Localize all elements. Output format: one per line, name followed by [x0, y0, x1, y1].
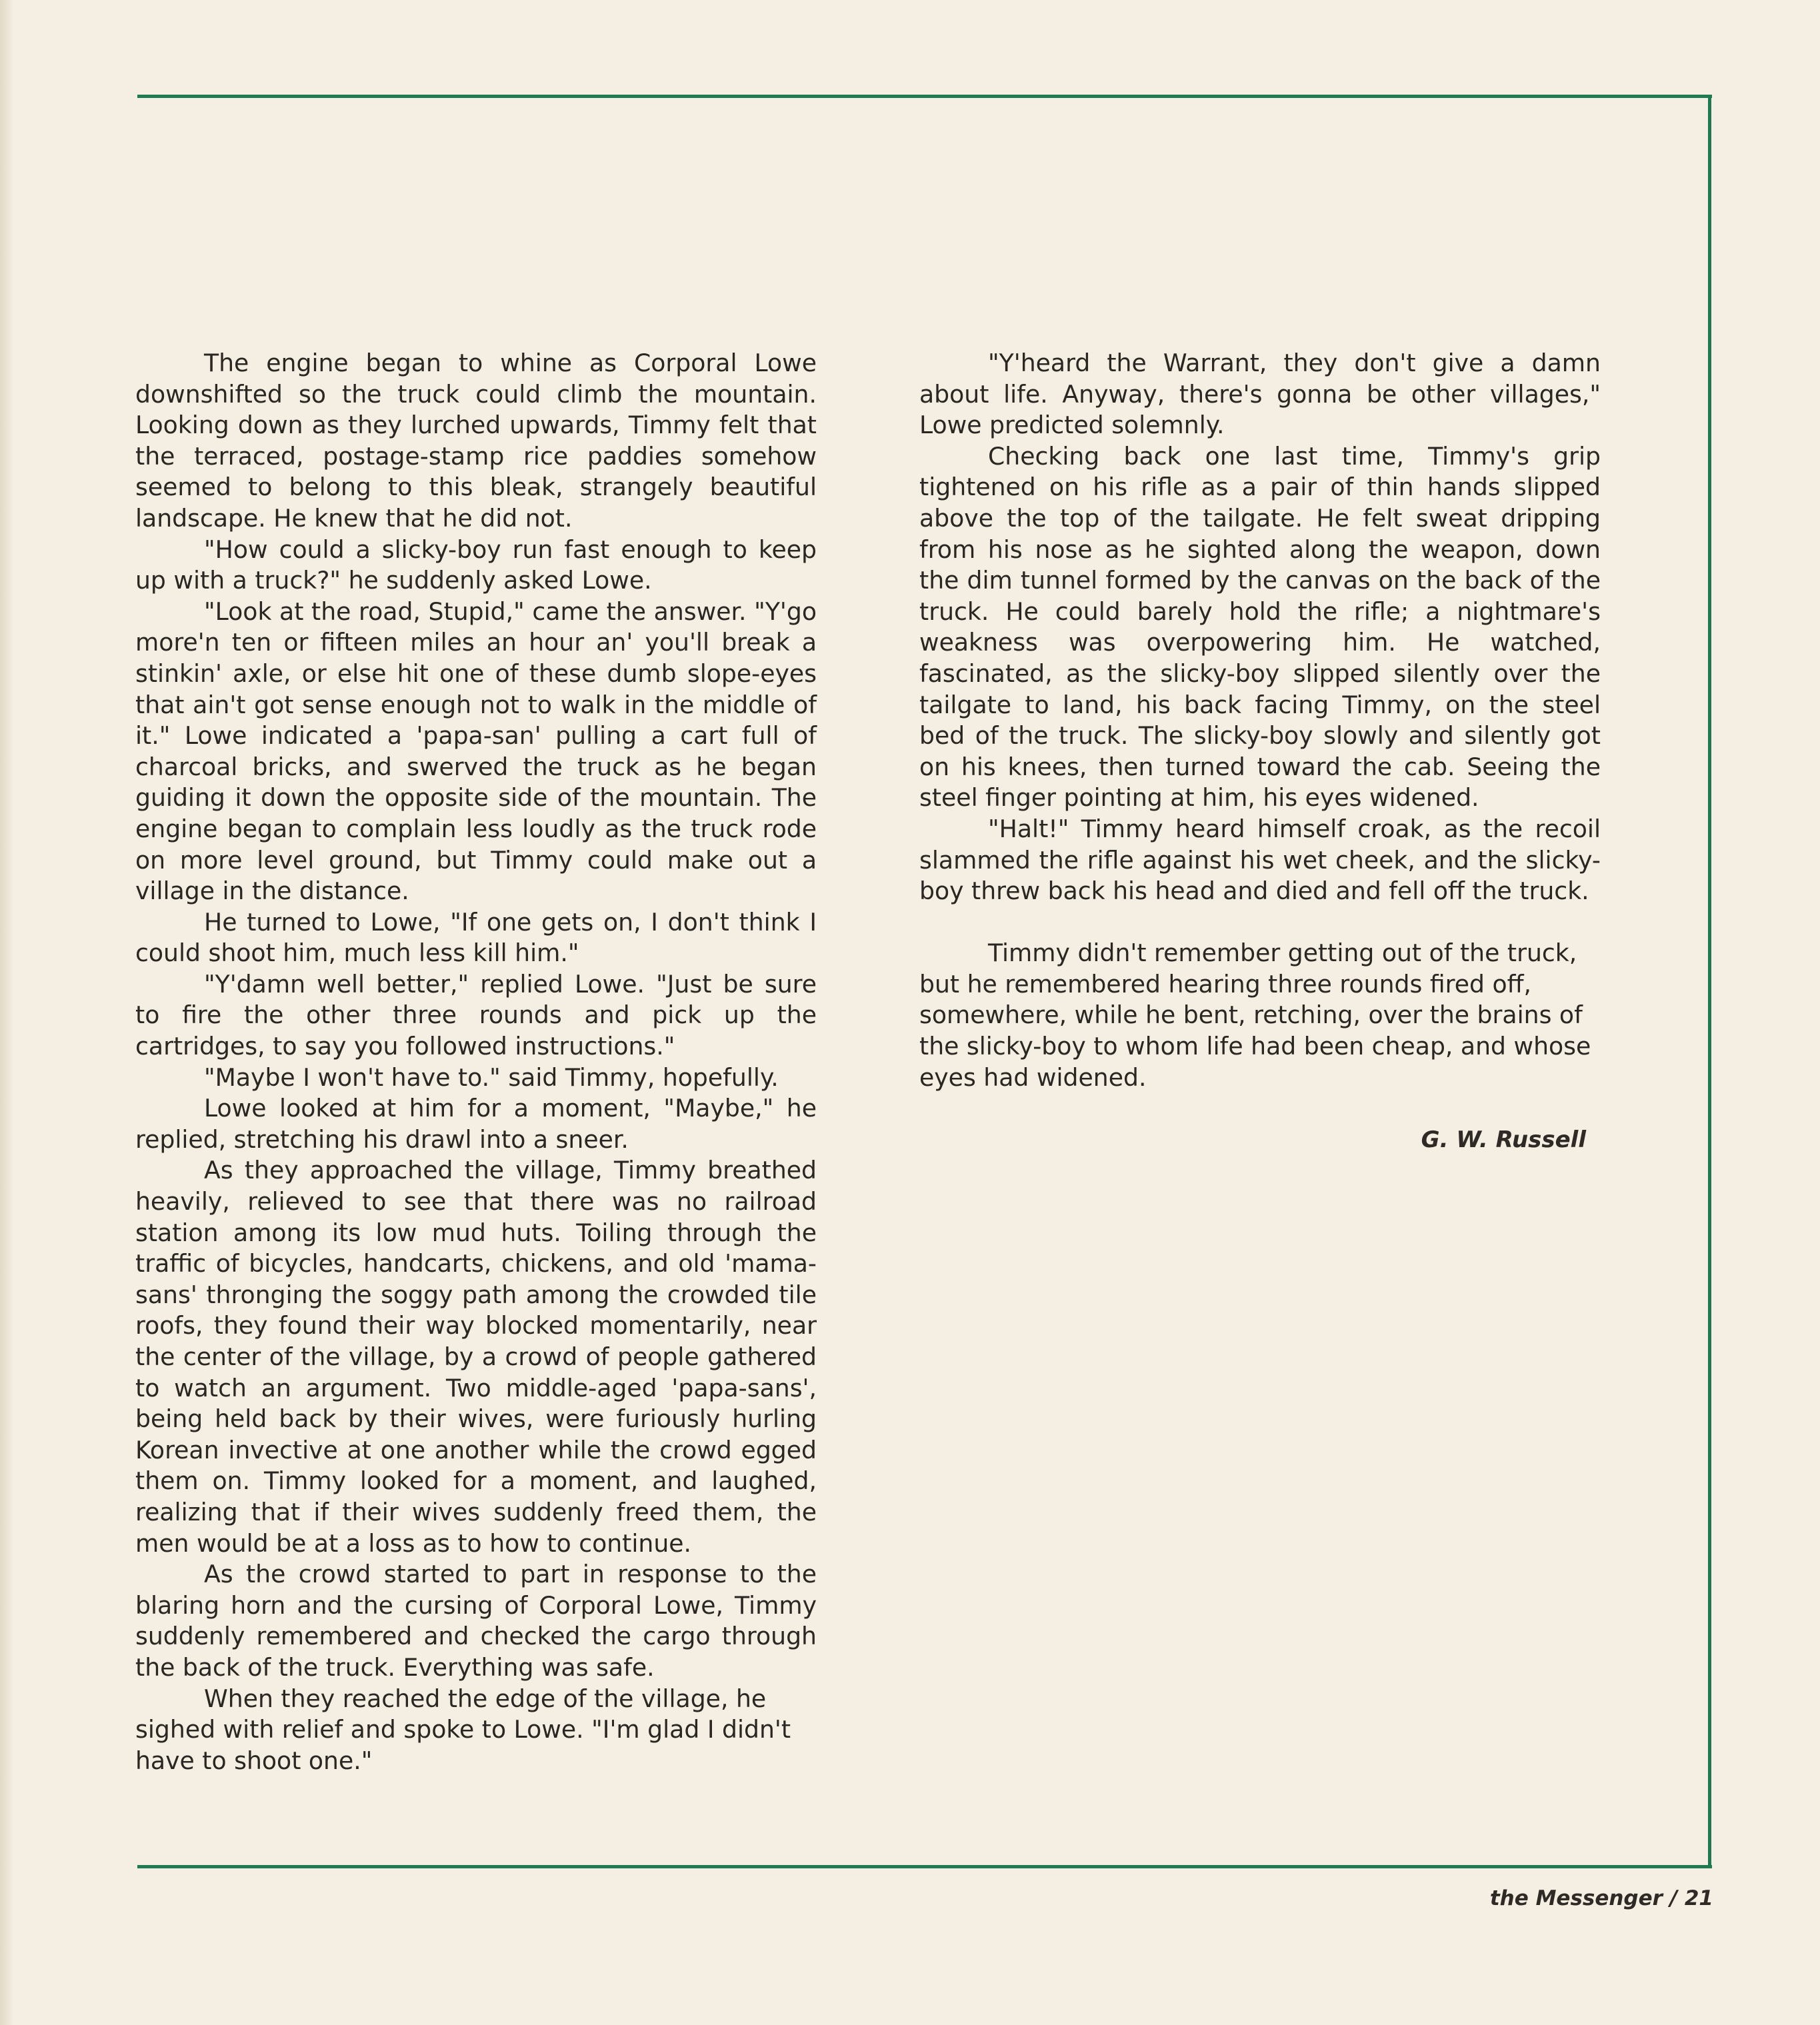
frame-rule-top [137, 95, 1712, 98]
story-paragraph: Lowe looked at him for a moment, "Maybe," he replied, stretching his drawl into a sneer. [135, 1094, 817, 1154]
frame-rule-right [1708, 95, 1711, 1868]
page-gutter-shadow [0, 0, 15, 2025]
page-folio: the Messenger / 21 [1489, 1886, 1713, 1910]
story-paragraph: "Look at the road, Stupid," came the answer. "Y'go more'n ten or fifteen miles an hour an' you'll break a stinkin' axle, or else hit one of these dumb slope-eyes that ain't got sense enough not to walk in the middle of it." Lowe indicated a 'papa-san' pulling a cart full of charcoal bricks, and swerved the truck as he began guiding it down the opposite side of the mountain. The engine began to complain less loudly as the truck rode on more level ground, but Timmy could make out a village in the distance. [135, 597, 817, 906]
story-paragraph: "How could a slicky-boy run fast enough to keep up with a truck?" he suddenly asked Lowe. [135, 535, 817, 595]
story-paragraph: He turned to Lowe, "If one gets on, I don't think I could shoot him, much less kill him." [135, 907, 817, 968]
frame-rule-bottom [137, 1865, 1712, 1868]
story-paragraph: Checking back one last time, Timmy's grip tightened on his rifle as a pair of thin hands slipped above the top of the tailgate. He felt sweat dripping from his nose as he sighted along the weapon, down the dim tunnel formed by the canvas on the back of the truck. He could barely hold the rifle; a nightmare's weakness was overpowering him. He watched, fascinated, as the slicky-boy slipped silently over the tailgate to land, his back facing Timmy, on the steel bed of the truck. The slicky-boy slowly and silently got on his knees, then turned toward the cab. Seeing the steel finger pointing at him, his eyes widened. [919, 441, 1601, 813]
story-paragraph: The engine began to whine as Corporal Lowe downshifted so the truck could climb the mountain. Looking down as they lurched upwards, Timmy felt that the terraced, postage-stamp rice paddies somehow seemed to belong to this bleak, strangely beautiful landscape. He knew that he did not. [135, 349, 817, 533]
story-paragraph: "Y'heard the Warrant, they don't give a damn about life. Anyway, there's gonna be other villages," Lowe predicted solemnly. [919, 349, 1601, 440]
story-column-right [919, 348, 1601, 1155]
story-paragraph: As they approached the village, Timmy breathed heavily, relieved to see that there was no railroad station among its low mud huts. Toiling through the traffic of bicycles, handcarts, chickens, and old 'mama-sans' thronging the soggy path among the crowded tile roofs, they found their way blocked momentarily, near the center of the village, by a crowd of people gathered to watch an argument. Two middle-aged 'papa-sans', being held back by their wives, were furiously hurling Korean invective at one another while the crowd egged them on. Timmy looked for a moment, and laughed, realizing that if their wives suddenly freed them, the men would be at a loss as to how to continue. [135, 1156, 817, 1558]
story-column-left [135, 348, 817, 1776]
story-paragraph: "Maybe I won't have to." said Timmy, hopefully. [204, 1062, 779, 1092]
author-byline: G. W. Russell [1421, 1126, 1586, 1153]
story-paragraph: As the crowd started to part in response to the blaring horn and the cursing of Corporal Lowe, Timmy suddenly remembered and checked the cargo through the back of the truck. Everything was safe. [135, 1560, 817, 1682]
story-paragraph: When they reached the edge of the village, he sighed with relief and spoke to Lowe. "I'm glad I didn't have to shoot one." [135, 1684, 791, 1775]
closing-paragraph: Timmy didn't remember getting out of the truck, but he remembered hearing three rounds fired off, somewhere, while he bent, retching, over the brains of the slicky-boy to whom life had been cheap, and whose eyes had widened. [919, 939, 1591, 1092]
story-paragraph: "Halt!" Timmy heard himself croak, as the recoil slammed the rifle against his wet cheek, and the slicky-boy threw back his head and died and fell off the truck. [919, 814, 1601, 906]
story-paragraph: "Y'damn well better," replied Lowe. "Just be sure to fire the other three rounds and pick up the cartridges, to say you followed instructions." [135, 969, 817, 1061]
section-break [919, 907, 1601, 939]
